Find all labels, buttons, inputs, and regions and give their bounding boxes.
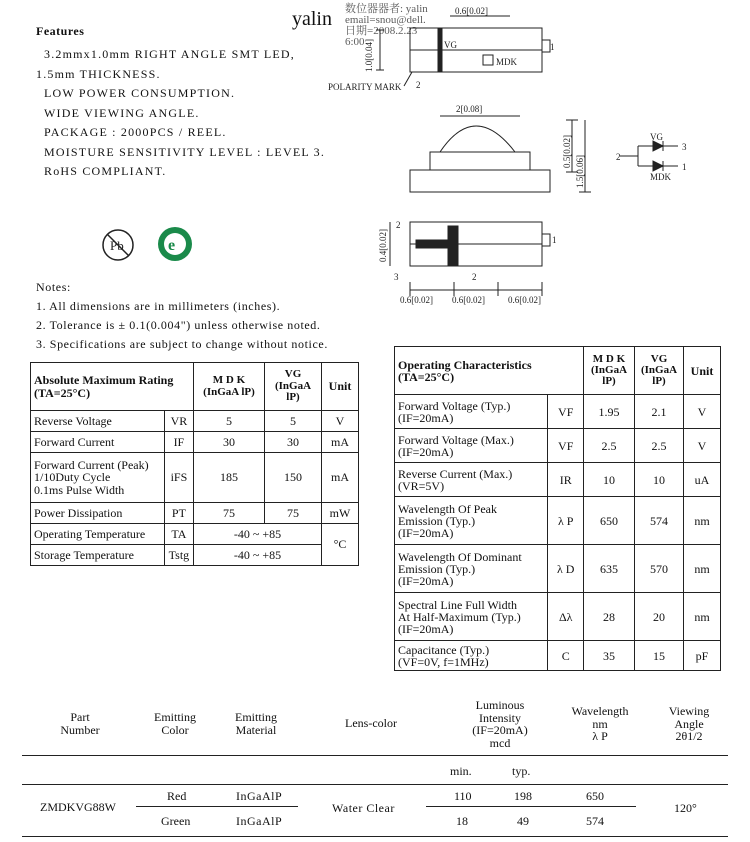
table-row: Reverse Voltage VR 5 5 V: [31, 411, 359, 432]
notes-title: Notes:: [36, 280, 71, 294]
feature-item: 3.2mmx1.0mm RIGHT ANGLE SMT LED,: [44, 47, 295, 61]
bottom-left-dim-label: 0.4[0.02]: [378, 229, 388, 262]
pb-free-icon: [103, 230, 133, 260]
absolute-max-table: Absolute Maximum Rating (TA=25°C) M D K (InGaA lP) VG (InGaA lP) Unit Reverse Voltage VR 5 5 V Forward Current IF 30 30 mA Forward Current (Peak) 1/10Duty Cycle 0.1ms Pulse Width iFS 185 150 mA Power Dissipation PT 75 75 mW Operating Temperature TA -40 ~ +85 °C Storage Temperature Tstg -40 ~ +85: [30, 362, 359, 566]
table-row: Wavelength Of Dominant Emission (Typ.) (IF=20mA) λ D 635 570 nm: [395, 545, 721, 593]
svg-text:1: 1: [682, 162, 687, 172]
left-dim-label: 1.0[0.04]: [364, 39, 374, 72]
part-number: ZMDKVG88W: [40, 800, 116, 814]
row-material: InGaAlP: [236, 789, 283, 803]
divider: [22, 836, 728, 837]
row-wavelength: 574: [586, 814, 604, 828]
package-drawing: [320, 0, 750, 310]
brand-logo: yalin: [292, 8, 332, 30]
svg-text:2: 2: [396, 220, 401, 230]
col-wavelength: Wavelength nm λ P: [571, 704, 629, 744]
bottom-dim-label: 0.6[0.02]: [452, 295, 485, 305]
operating-characteristics-table: Operating Characteristics (TA=25°C) M D K (InGaA lP) VG (InGaA lP) Unit Forward Voltage (Typ.) (IF=20mA) VF 1.95 2.1 V Forward Voltage (Max.) (IF=20mA) VF 2.5 2.5 V Reverse Current (Max.) (VR=5V) IR 10 10 uA Wavelength Of Peak Emission (Typ.) (IF=20mA) λ P 650 574 nm Wavelength Of Dominant Emission (Typ.) (IF=20mA) λ D 635 570 nm Spectral Line Full Width At Half-Maximum (Typ.) (IF=20mA) Δλ 28 20 nm Capacitance (Typ.) (VF=0V, f=1MHz) C 35 15 pF: [394, 346, 721, 671]
svg-text:VG: VG: [650, 132, 663, 142]
svg-text:2: 2: [616, 152, 621, 162]
bottom-dim-label: 0.6[0.02]: [400, 295, 433, 305]
svg-text:MDK: MDK: [650, 172, 672, 182]
feature-item: RoHS COMPLIANT.: [44, 164, 167, 178]
note-item: 2. Tolerance is ± 0.1(0.004") unless otherwise noted.: [36, 318, 321, 332]
divider: [22, 784, 728, 785]
divider: [22, 755, 728, 756]
table-row: Storage Temperature Tstg -40 ~ +85: [31, 545, 359, 566]
table-row: Spectral Line Full Width At Half-Maximum (Typ.) (IF=20mA) Δλ 28 20 nm: [395, 593, 721, 641]
height-dim-label: 1.5[0.06]: [575, 155, 585, 188]
svg-text:2: 2: [472, 272, 477, 282]
table-row: Forward Voltage (Max.) (IF=20mA) VF 2.5 2.5 V: [395, 429, 721, 463]
svg-text:e: e: [168, 237, 176, 254]
table-row: Reverse Current (Max.) (VR=5V) IR 10 10 uA: [395, 463, 721, 497]
mdk-label: MDK: [496, 57, 518, 67]
row-color: Green: [161, 814, 191, 828]
lens-value: Water Clear: [332, 801, 395, 815]
note-item: 1. All dimensions are in millimeters (inches).: [36, 299, 281, 313]
typ-label: typ.: [512, 764, 531, 778]
vg-label: VG: [444, 40, 457, 50]
svg-text:3: 3: [682, 142, 687, 152]
table-row: Capacitance (Typ.) (VF=0V, f=1MHz) C 35 15 pF: [395, 641, 721, 671]
col-luminous-intensity: Luminous Intensity (IF=20mA) mcd: [472, 698, 528, 750]
col-part-number: Part Number: [60, 710, 100, 737]
viewing-value: 120°: [674, 801, 697, 815]
polarity-label: POLARITY MARK: [328, 82, 402, 92]
min-label: min.: [450, 764, 472, 778]
rohs-e-icon: [158, 227, 192, 261]
svg-text:3: 3: [394, 272, 399, 282]
table-row: Power Dissipation PT 75 75 mW: [31, 503, 359, 524]
table-row: Operating Temperature TA -40 ~ +85 °C: [31, 524, 359, 545]
bottom-dim-label: 0.6[0.02]: [508, 295, 541, 305]
table-row: Forward Current IF 30 30 mA: [31, 432, 359, 453]
col-emitting-material: Emitting Material: [235, 710, 277, 737]
table-row: Forward Voltage (Typ.) (IF=20mA) VF 1.95 2.1 V: [395, 395, 721, 429]
col-lens-color: Lens-color: [345, 716, 397, 730]
note-item: 3. Specifications are subject to change without notice.: [36, 337, 328, 351]
row-typ: 198: [514, 789, 532, 803]
row-material: InGaAlP: [236, 814, 283, 828]
feature-item: PACKAGE : 2000PCS / REEL.: [44, 125, 227, 139]
svg-text:1: 1: [552, 235, 557, 245]
row-min: 18: [456, 814, 468, 828]
table-row: Forward Current (Peak) 1/10Duty Cycle 0.1ms Pulse Width iFS 185 150 mA: [31, 453, 359, 503]
col-emitting-color: Emitting Color: [154, 710, 196, 737]
top-dim-label: 0.6[0.02]: [455, 6, 488, 16]
row-min: 110: [454, 789, 472, 803]
feature-item: LOW POWER CONSUMPTION.: [44, 86, 236, 100]
compliance-icons: [100, 225, 200, 265]
feature-item: WIDE VIEWING ANGLE.: [44, 106, 200, 120]
row-color: Red: [167, 789, 187, 803]
width-dim-label: 2[0.08]: [456, 104, 483, 114]
col-viewing-angle: Viewing Angle 2θ1/2: [668, 704, 710, 744]
row-wavelength: 650: [586, 789, 604, 803]
feature-item: 1.5mm THICKNESS.: [36, 67, 161, 81]
height-dim-label: 0.5[0.02]: [562, 135, 572, 168]
svg-text:2: 2: [416, 80, 421, 90]
features-title: Features: [36, 24, 85, 38]
row-typ: 49: [517, 814, 529, 828]
table-row: Wavelength Of Peak Emission (Typ.) (IF=20mA) λ P 650 574 nm: [395, 497, 721, 545]
watermark-stamp: 数位器器者: yalin email=snou@dell. 日期=2008.2.23 6:00: [345, 3, 428, 48]
feature-item: MOISTURE SENSITIVITY LEVEL : LEVEL 3.: [44, 145, 326, 159]
svg-text:Pb: Pb: [110, 238, 124, 253]
svg-text:1: 1: [550, 42, 555, 52]
